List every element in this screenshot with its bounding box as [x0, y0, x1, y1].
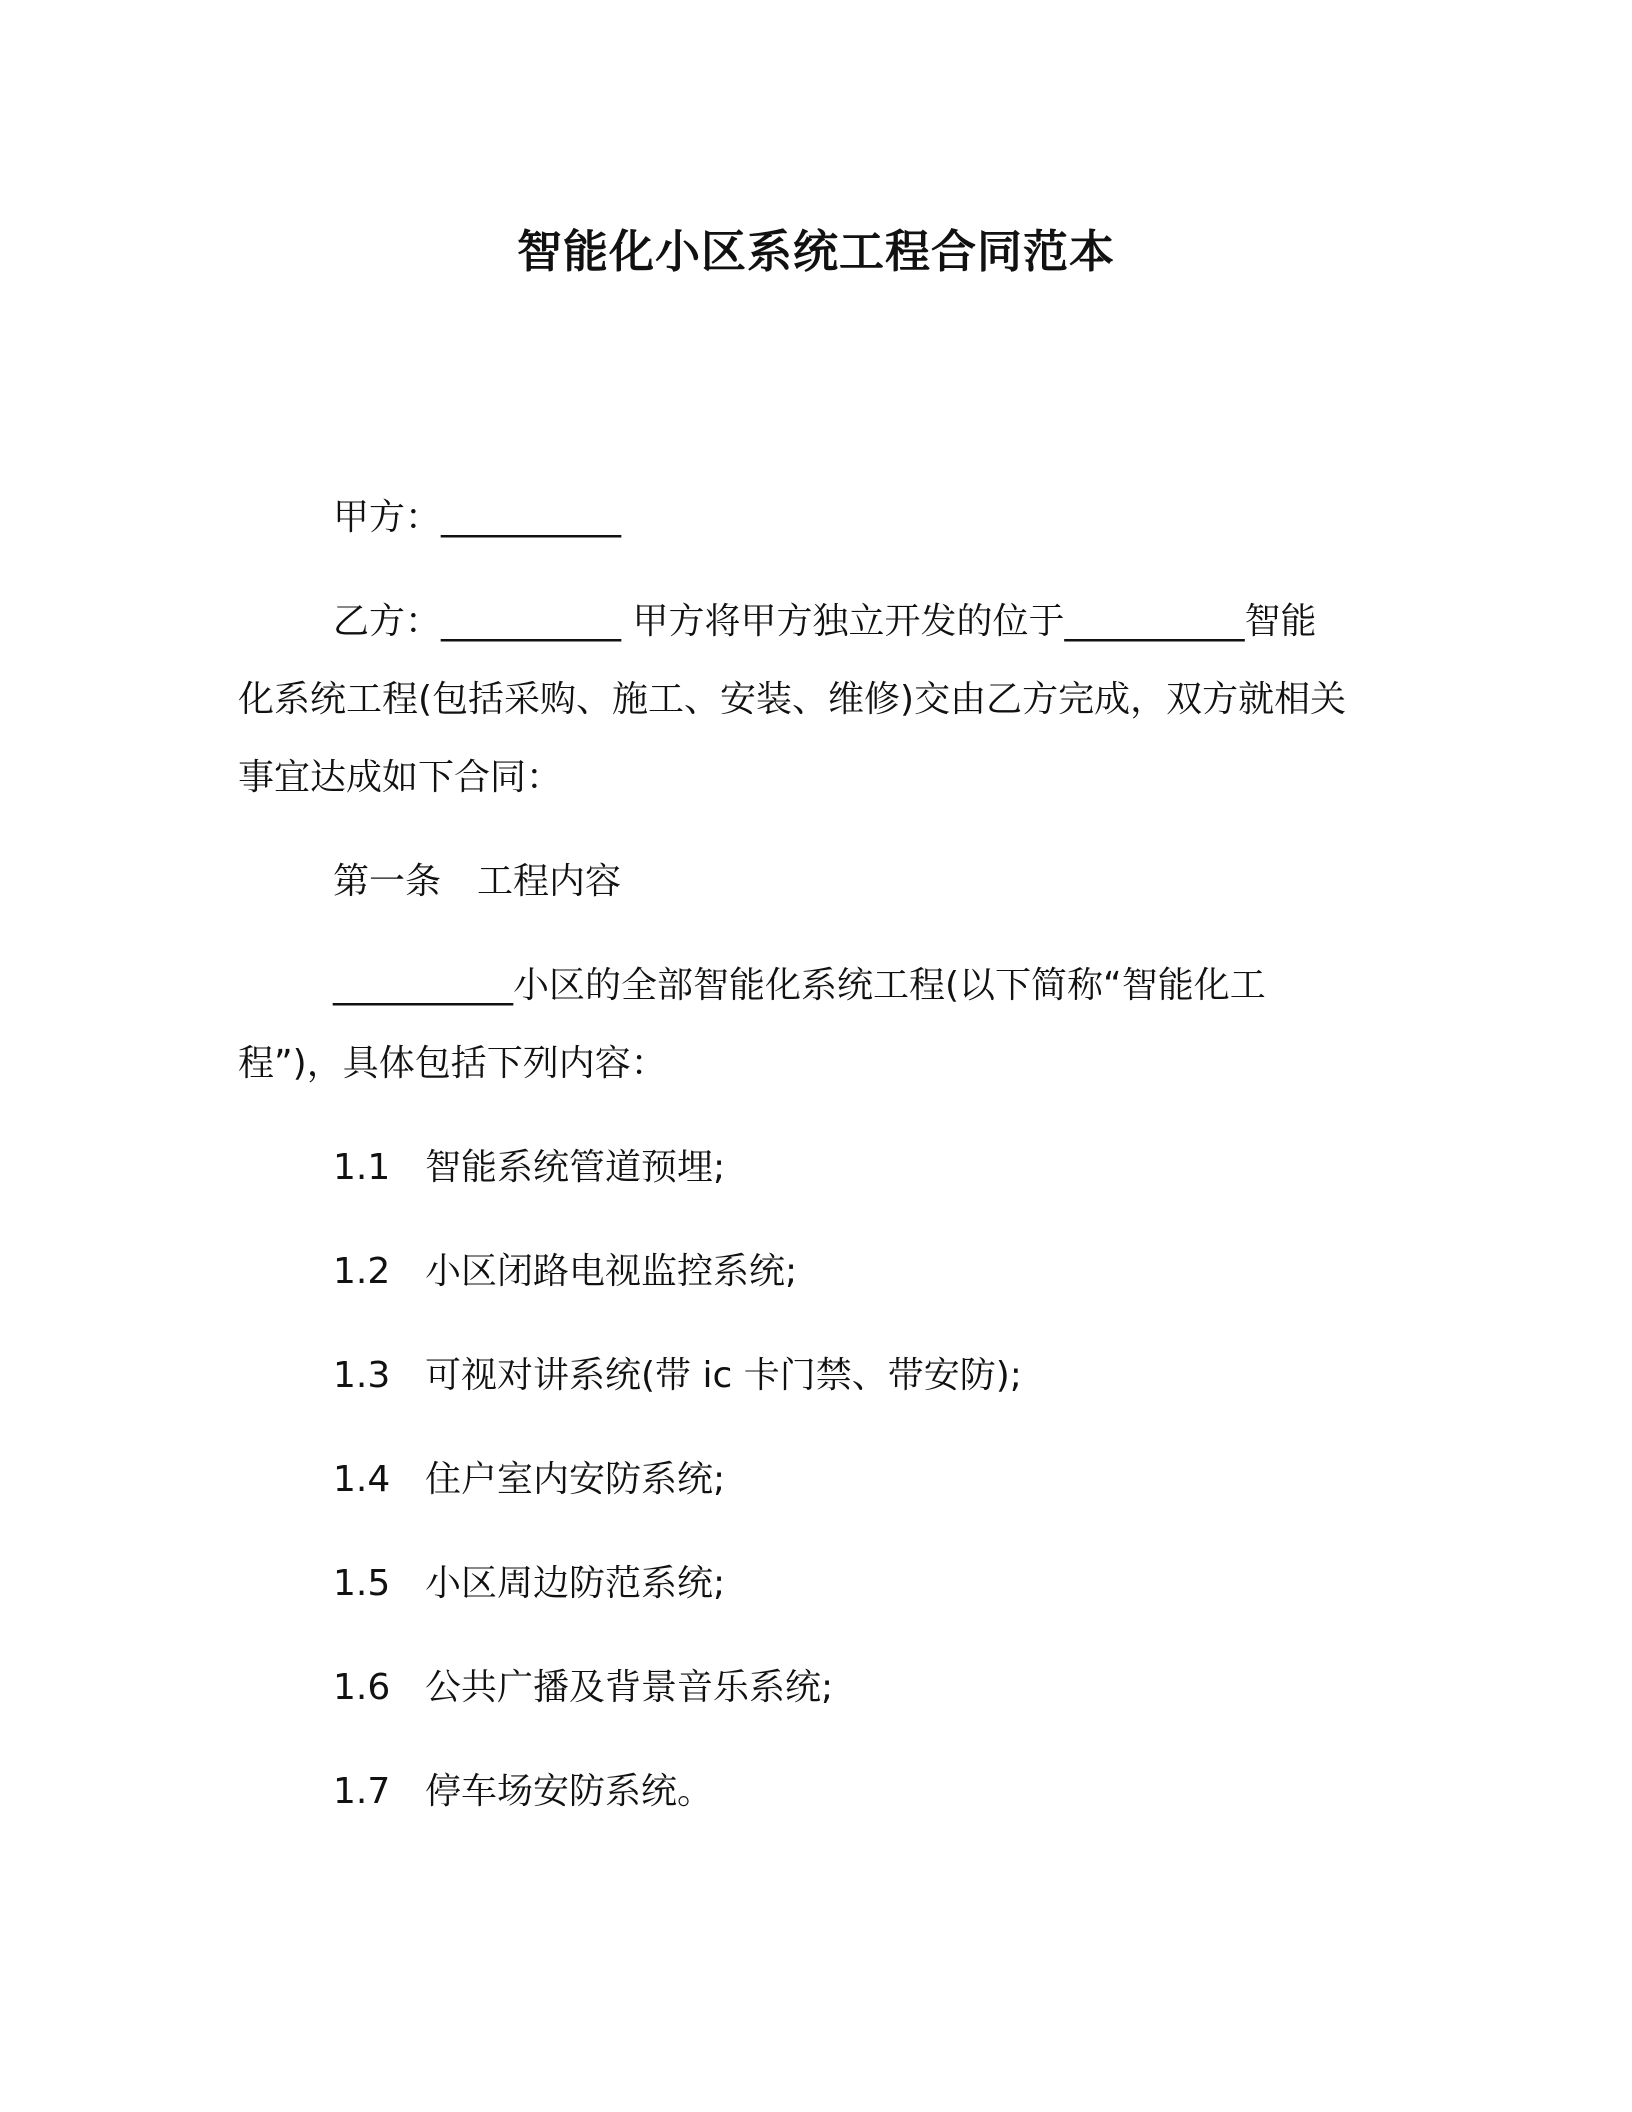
- list-item: [333, 1246, 797, 1298]
- party-b-line-2: 化系统工程(包括采购、施工、安装、维修)交由乙方完成，双方就相关: [238, 679, 1347, 720]
- list-item: [333, 1454, 725, 1506]
- list-item-text: 小区周边防范系统;: [425, 1563, 726, 1604]
- article-1-heading: 第一条 工程内容: [333, 861, 622, 902]
- list-item-number: 1.5: [333, 1563, 391, 1604]
- list-item-number: 1.1: [333, 1147, 391, 1188]
- list-item: [333, 1142, 725, 1194]
- list-item-text: 可视对讲系统(带 ic 卡门禁、带安防);: [425, 1355, 1022, 1396]
- list-item-text: 智能系统管道预埋;: [425, 1147, 726, 1188]
- list-item-number: 1.3: [333, 1355, 391, 1396]
- list-item-number: 1.7: [333, 1771, 391, 1812]
- list-item: [333, 1558, 725, 1610]
- list-item: [333, 1766, 713, 1818]
- party-a-line: 甲方：__________: [333, 497, 622, 538]
- party-b-line-1: 乙方：__________ 甲方将甲方独立开发的位于__________智能: [333, 601, 1317, 642]
- list-item-text: 停车场安防系统。: [425, 1771, 714, 1812]
- list-item-number: 1.6: [333, 1667, 391, 1708]
- list-item-number: 1.4: [333, 1459, 391, 1500]
- list-item: [333, 1662, 833, 1714]
- document-title: 智能化小区系统工程合同范本: [516, 225, 1115, 278]
- party-b-line-3: 事宜达成如下合同：: [238, 757, 563, 798]
- article-1-intro-line-1: __________小区的全部智能化系统工程(以下简称“智能化工: [333, 965, 1266, 1006]
- list-item-text: 住户室内安防系统;: [425, 1459, 726, 1500]
- list-item: [333, 1350, 1022, 1402]
- list-item-number: 1.2: [333, 1251, 391, 1292]
- list-item-text: 小区闭路电视监控系统;: [425, 1251, 798, 1292]
- list-item-text: 公共广播及背景音乐系统;: [425, 1667, 834, 1708]
- article-1-intro-line-2: 程”)，具体包括下列内容：: [238, 1043, 667, 1084]
